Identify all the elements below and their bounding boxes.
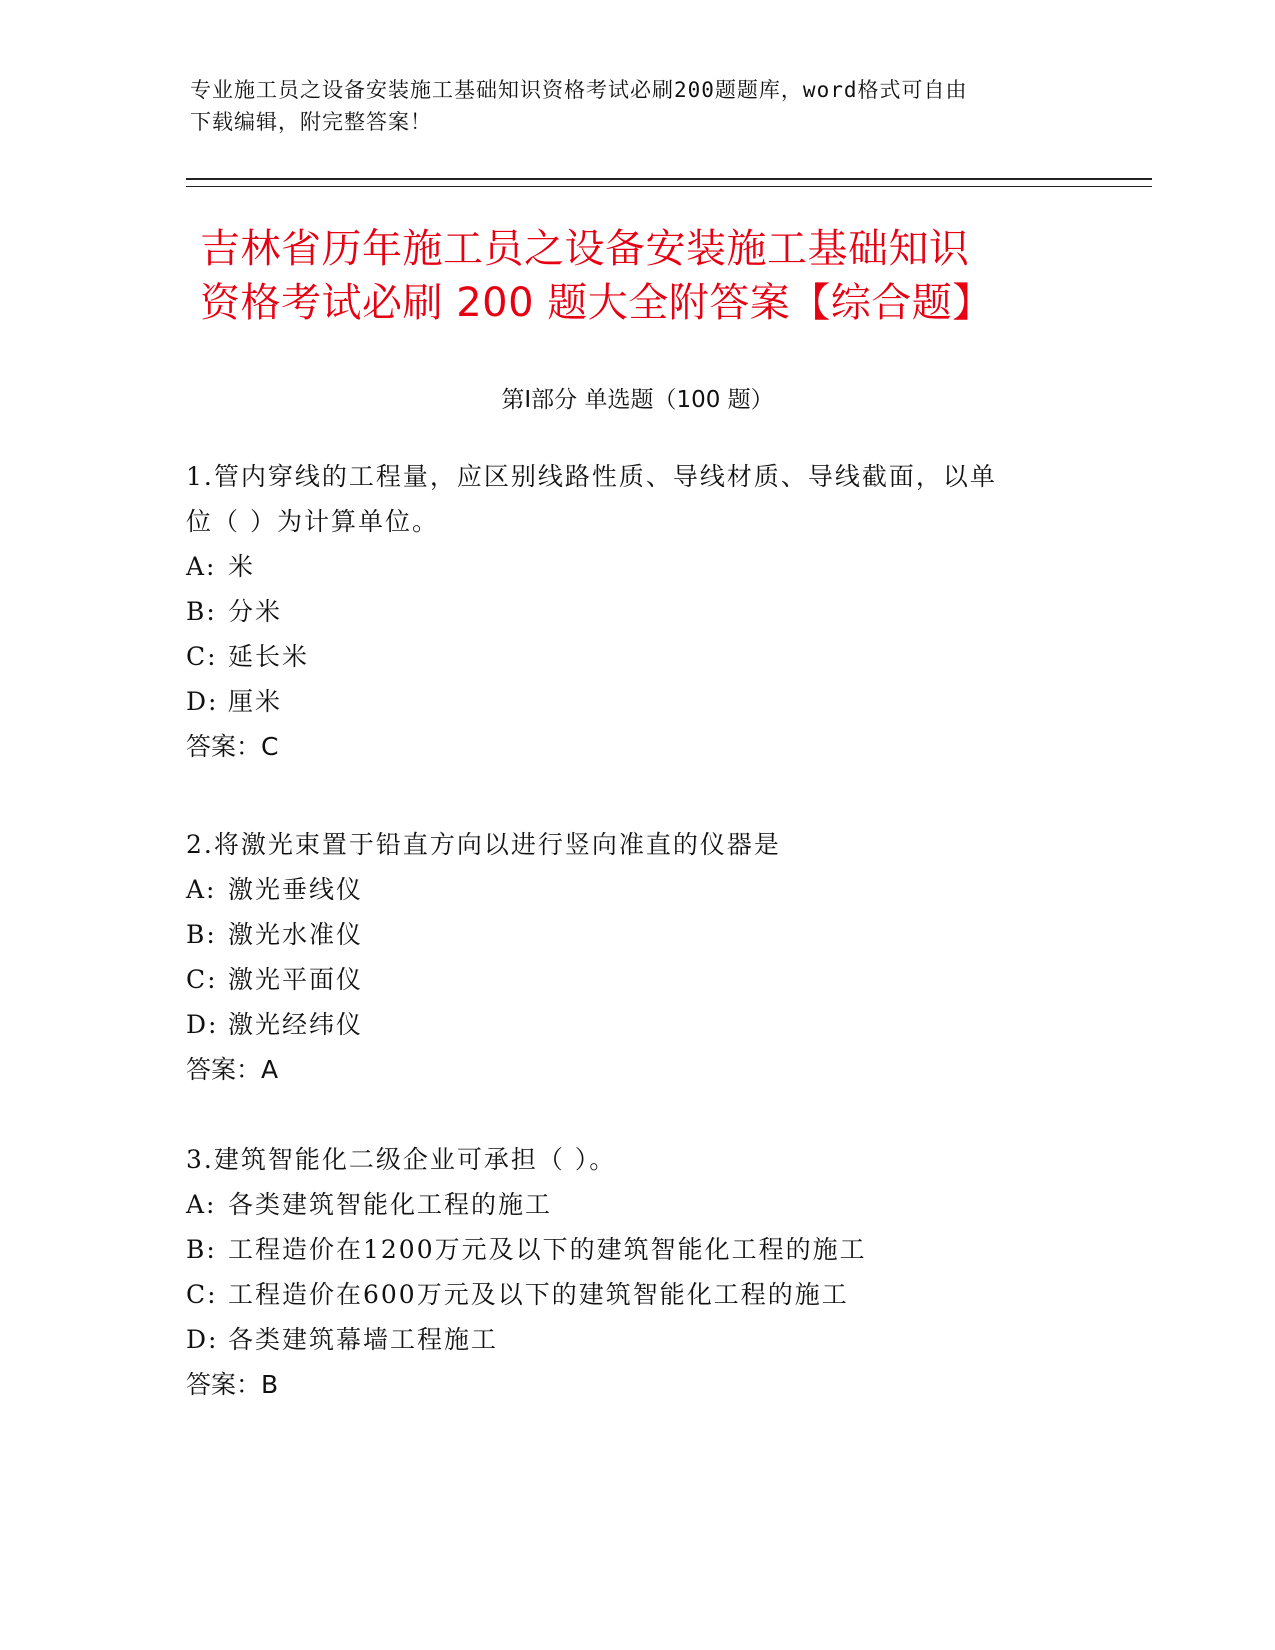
question-3-option-d xyxy=(186,1317,1066,1362)
question-3-option-c xyxy=(186,1272,1066,1317)
option-letter: D: xyxy=(186,1325,219,1354)
question-2-option-d xyxy=(186,1002,1066,1047)
question-1-option-a xyxy=(186,544,1066,589)
question-2-option-b xyxy=(186,912,1066,957)
question-3 xyxy=(186,1137,1066,1407)
question-2-stem-line-1: 2.将激光束置于铅直方向以进行竖向准直的仪器是 xyxy=(186,830,781,859)
option-text: 厘米 xyxy=(228,687,283,716)
option-letter: B: xyxy=(186,1235,217,1264)
option-text: 工程造价在600万元及以下的建筑智能化工程的施工 xyxy=(228,1280,849,1309)
option-text: 各类建筑幕墙工程施工 xyxy=(228,1325,499,1354)
title-line-2: 资格考试必刷 200 题大全附答案【综合题】 xyxy=(200,280,993,326)
document-header-note xyxy=(190,74,1070,138)
header-line-1: 专业施工员之设备安装施工基础知识资格考试必刷200题题库，word格式可自由 xyxy=(190,78,968,102)
section-heading: 第Ⅰ部分 单选题（100 题） xyxy=(501,387,774,413)
question-1-stem-line-1: 1.管内穿线的工程量，应区别线路性质、导线材质、导线截面，以单 xyxy=(186,462,997,491)
question-1-option-d xyxy=(186,679,1066,724)
question-1-answer: 答案：C xyxy=(186,732,279,761)
option-text: 激光经纬仪 xyxy=(228,1010,364,1039)
option-letter: D: xyxy=(186,687,219,716)
question-2-stem xyxy=(186,822,1066,867)
question-2-option-a xyxy=(186,867,1066,912)
question-2-option-c xyxy=(186,957,1066,1002)
option-text: 激光水准仪 xyxy=(228,920,364,949)
question-1-stem-line-2: 位（ ）为计算单位。 xyxy=(186,507,439,536)
option-text: 延长米 xyxy=(228,642,310,671)
question-3-stem-line-1: 3.建筑智能化二级企业可承担（ ）。 xyxy=(186,1145,617,1174)
title-line-1: 吉林省历年施工员之设备安装施工基础知识 xyxy=(200,226,970,272)
question-3-stem xyxy=(186,1137,1066,1182)
question-1 xyxy=(186,454,1066,769)
header-divider-thin xyxy=(186,186,1152,187)
option-text: 米 xyxy=(228,552,256,581)
option-text: 分米 xyxy=(228,597,283,626)
option-letter: A: xyxy=(186,1190,217,1219)
question-3-option-b xyxy=(186,1227,1066,1272)
option-text: 工程造价在1200万元及以下的建筑智能化工程的施工 xyxy=(228,1235,867,1264)
option-letter: A: xyxy=(186,552,217,581)
option-letter: C: xyxy=(186,1280,218,1309)
header-line-2: 下载编辑，附完整答案！ xyxy=(190,110,432,134)
question-2 xyxy=(186,822,1066,1092)
question-1-option-b xyxy=(186,589,1066,634)
question-3-option-a xyxy=(186,1182,1066,1227)
question-1-option-c xyxy=(186,634,1066,679)
question-2-answer: 答案：A xyxy=(186,1055,279,1084)
question-1-stem xyxy=(186,454,1066,544)
option-text: 各类建筑智能化工程的施工 xyxy=(228,1190,553,1219)
option-letter: D: xyxy=(186,1010,219,1039)
option-letter: B: xyxy=(186,597,217,626)
question-3-answer: 答案：B xyxy=(186,1370,279,1399)
option-letter: C: xyxy=(186,642,218,671)
option-letter: C: xyxy=(186,965,218,994)
option-text: 激光平面仪 xyxy=(228,965,364,994)
option-text: 激光垂线仪 xyxy=(228,875,364,904)
option-letter: A: xyxy=(186,875,217,904)
option-letter: B: xyxy=(186,920,217,949)
document-title xyxy=(200,222,1100,330)
header-divider-thick xyxy=(186,178,1152,180)
